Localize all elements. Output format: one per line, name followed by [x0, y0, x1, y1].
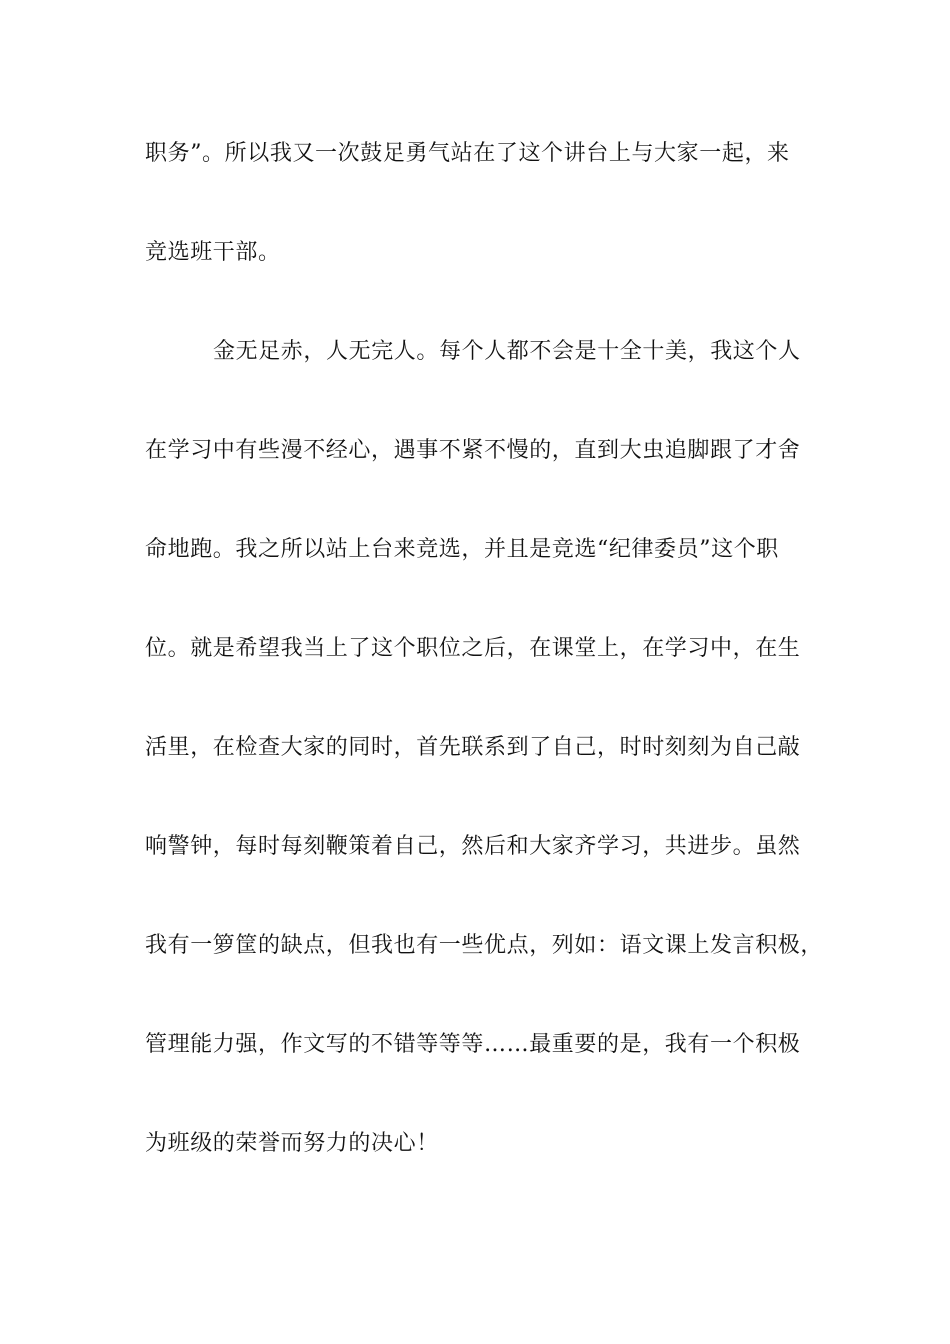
- paragraph-start-line: 金无足赤，人无完人。每个人都不会是十全十美，我这个人: [213, 339, 801, 364]
- text-line: 活里，在检查大家的同时，首先联系到了自己，时时刻刻为自己敲: [145, 735, 801, 760]
- text-line: 位。就是希望我当上了这个职位之后，在课堂上，在学习中，在生: [145, 636, 801, 661]
- text-line: 我有一箩筐的缺点，但我也有一些优点，列如：语文课上发言积极，: [145, 933, 824, 958]
- text-line: 竞选班干部。: [145, 240, 281, 265]
- text-line: 职务”。所以我又一次鼓足勇气站在了这个讲台上与大家一起，来: [145, 141, 790, 166]
- text-line: 命地跑。我之所以站上台来竞选，并且是竞选“纪律委员”这个职: [145, 537, 779, 562]
- text-line: 在学习中有些漫不经心，遇事不紧不慢的，直到大虫追脚跟了才舍: [145, 438, 801, 463]
- text-line: 为班级的荣誉而努力的决心！: [145, 1131, 439, 1156]
- text-line: 管理能力强，作文写的不错等等等……最重要的是，我有一个积极: [145, 1032, 801, 1057]
- text-line: 响警钟，每时每刻鞭策着自己，然后和大家齐学习，共进步。虽然: [145, 834, 801, 859]
